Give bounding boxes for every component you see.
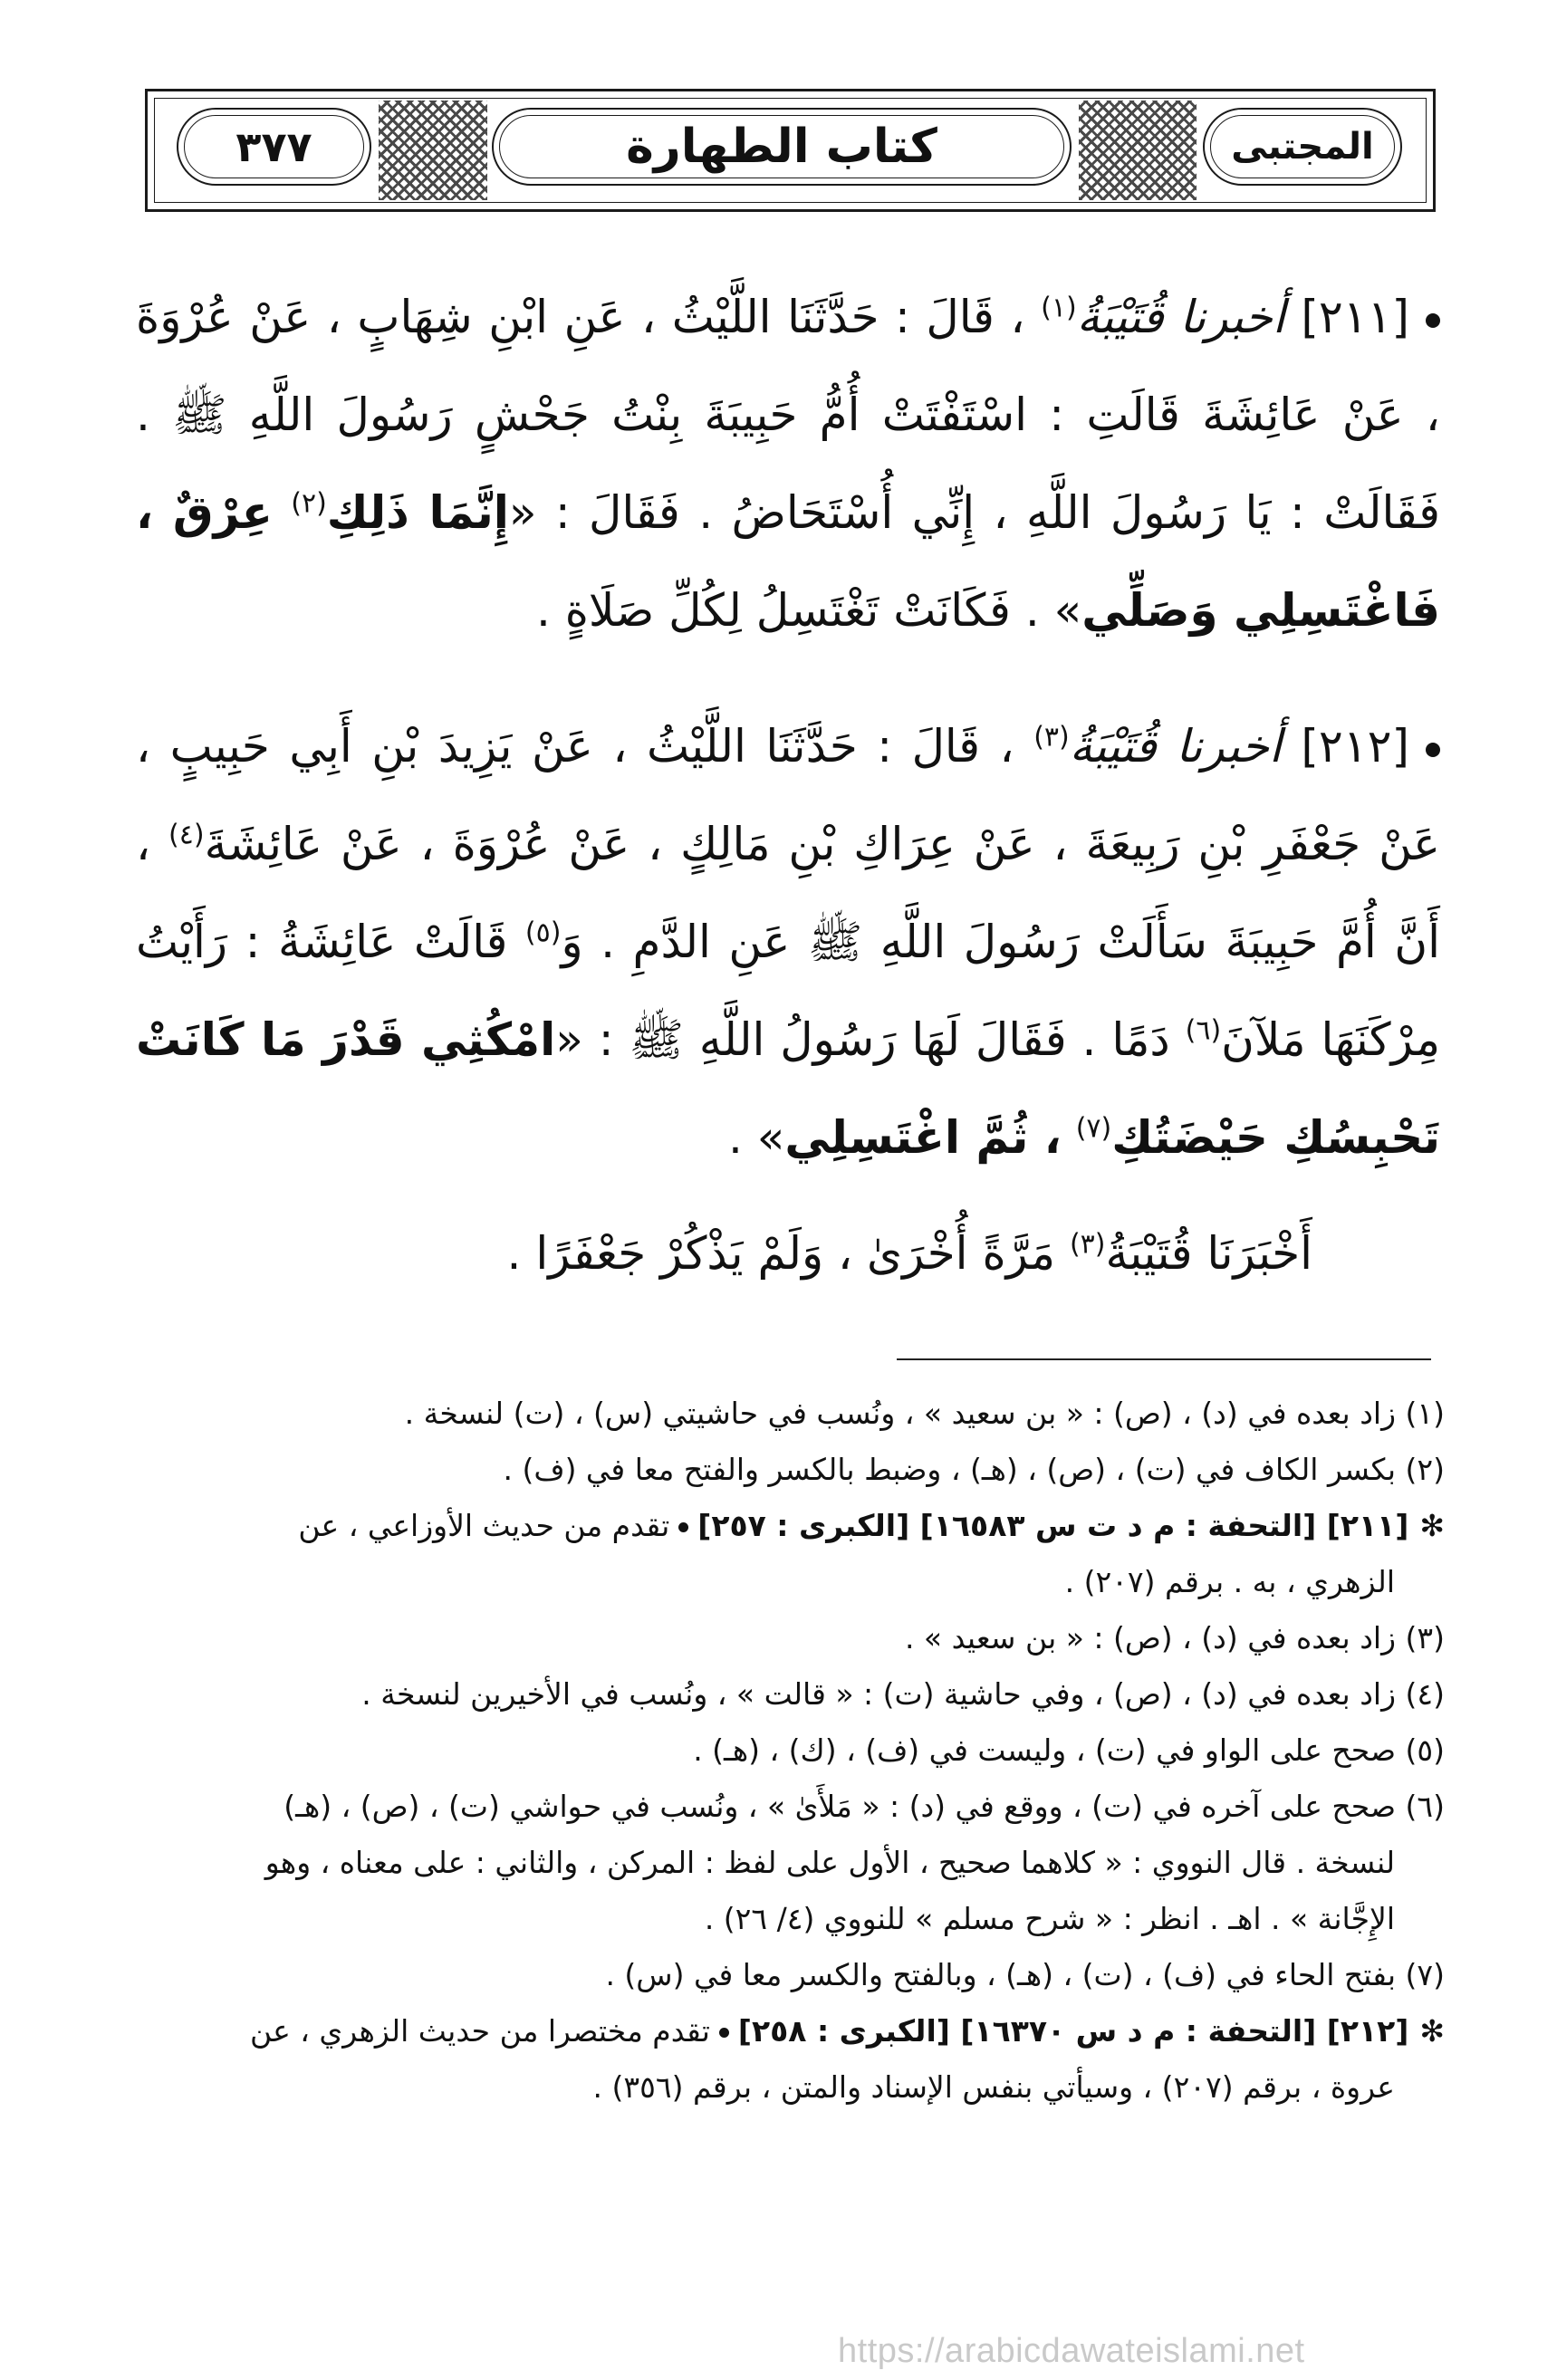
page-number: ٣٧٧	[235, 122, 312, 171]
takhrij-211-continued: الزهري ، به . برقم (٢٠٧) .	[1064, 1564, 1395, 1599]
footnote-divider	[897, 1358, 1431, 1360]
akhbarana: أخبرنا قُتَيْبَةُ	[1076, 291, 1285, 343]
hadith-bold-text: عِرْقٌ ، فَاغْتَسِلِي وَصَلِّي	[136, 486, 1440, 637]
bullet-icon	[719, 2028, 729, 2038]
star-icon: ✻	[1419, 2013, 1445, 2049]
takhrij-note: تقدم من حديث الأوزاعي ، عن	[298, 1508, 670, 1543]
footnote-7: (٧) بفتح الحاء في (ف) ، (ت) ، (هـ) ، وبالفتح والكسر معا في (س) .	[605, 1957, 1445, 1992]
hadith-211	[136, 268, 1440, 659]
hadith-text: قَالَتْ عَائِشَةُ : رَأَيْتُ مِرْكَنَهَا مَلآنَ	[136, 916, 1440, 1066]
header-ornament-left	[379, 101, 487, 200]
takhrij-ref: [٢١٢] [التحفة : م د س ١٦٣٧٠] [الكبرى : ٢٥٨]	[737, 2013, 1409, 2049]
hadith-bold-text: امْكُثِي قَدْرَ مَا كَانَتْ تَحْبِسُكِ حَيْضَتُكِ	[136, 1013, 1440, 1164]
hadith-bold-text: إِنَّمَا ذَلِكِ	[326, 486, 509, 539]
footnote-ref: (٧)	[1075, 1112, 1112, 1145]
footnotes	[127, 1386, 1445, 2116]
footnote-3: (٣) زاد بعده في (د) ، (ص) : « بن سعيد » .	[904, 1620, 1445, 1655]
header-ornament-right	[1079, 101, 1197, 200]
footnote-1: (١) زاد بعده في (د) ، (ص) : « بن سعيد » ، ونُسب في حاشيتي (س) ، (ت) لنسخة .	[404, 1396, 1445, 1431]
variant-text: أَخْبَرَنَا قُتَيْبَةُ	[1105, 1227, 1312, 1280]
variant-text: مَرَّةً أُخْرَىٰ ، وَلَمْ يَذْكُرْ جَعْفَرًا .	[506, 1227, 1056, 1280]
footnote-2: (٢) بكسر الكاف في (ت) ، (ص) ، (هـ) ، وضبط بالكسر والفتح معا في (ف) .	[503, 1452, 1445, 1487]
takhrij-212	[127, 2003, 1445, 2059]
footnote-ref: (٣)	[1069, 1228, 1106, 1261]
takhrij-211	[127, 1498, 1445, 1554]
bullet-icon	[1426, 313, 1440, 328]
hadith-text: ، قَالَ : حَدَّثَنَا اللَّيْثُ ، عَنِ ابْنِ شِهَابٍ ، عَنْ عُرْوَةَ ، عَنْ عَائِشَةَ قَالَتِ : اسْتَفْتَتْ أُمُّ حَبِيبَةَ بِنْتُ جَحْشٍ رَسُولَ اللَّهِ ﷺ . فَقَالَتْ : يَا رَسُولَ اللَّهِ ، إِنِّي أُسْتَحَاضُ . فَقَالَ : «	[136, 291, 1440, 539]
hadith-number: [٢١٢]	[1301, 720, 1409, 773]
footnote-5: (٥) صحح على الواو في (ت) ، وليست في (ف) ، (ك) ، (هـ) .	[693, 1732, 1445, 1768]
hadith-212	[136, 697, 1440, 1186]
hadith-text: » . فَكَانَتْ تَغْتَسِلُ لِكُلِّ صَلَاةٍ .	[535, 584, 1082, 637]
hadith-text: دَمًا . فَقَالَ لَهَا رَسُولُ اللَّهِ ﷺ : «	[555, 1013, 1170, 1066]
hadith-number: [٢١١]	[1301, 291, 1409, 343]
chapter-title: كتاب الطهارة	[626, 120, 937, 174]
book-title: المجتبى	[1231, 126, 1374, 168]
footnote-ref: (١)	[1041, 292, 1077, 324]
footnote-6-continued: الإِجَّانة » . اهـ . انظر : « شرح مسلم » للنووي (٤/ ٢٦) .	[704, 1901, 1395, 1936]
hadith-text: ، قَالَ : حَدَّثَنَا اللَّيْثُ ، عَنْ يَزِيدَ بْنِ أَبِي حَبِيبٍ ، عَنْ جَعْفَرِ بْنِ رَبِيعَةَ ، عَنْ عِرَاكِ بْنِ مَالِكٍ ، عَنْ عُرْوَةَ ، عَنْ عَائِشَةَ	[136, 720, 1440, 870]
footnote-6-continued: لنسخة . قال النووي : « كلاهما صحيح ، الأول على لفظ : المركن ، والثاني : على معناه ، وهو	[264, 1845, 1395, 1880]
footnote-ref: (٢)	[291, 487, 327, 520]
footnote-ref: (٥)	[524, 916, 562, 949]
hadith-212-variant	[507, 1204, 1312, 1302]
footnote-ref: (٦)	[1185, 1014, 1222, 1047]
book-title-cartouche	[1203, 108, 1402, 186]
footnote-ref: (٤)	[168, 819, 205, 851]
chapter-title-cartouche	[492, 108, 1072, 186]
star-icon: ✻	[1419, 1508, 1445, 1543]
takhrij-note: تقدم مختصرا من حديث الزهري ، عن	[249, 2013, 710, 2049]
footnote-4: (٤) زاد بعده في (د) ، (ص) ، وفي حاشية (ت) : « قالت » ، ونُسب في الأخيرين لنسخة .	[361, 1676, 1445, 1712]
hadith-text: » .	[728, 1111, 785, 1164]
bullet-icon	[1426, 743, 1440, 757]
hadith-bold-text: ، ثُمَّ اغْتَسِلِي	[784, 1111, 1062, 1164]
hadith-text: ، أَنَّ أُمَّ حَبِيبَةَ سَأَلَتْ رَسُولَ اللَّهِ ﷺ عَنِ الدَّمِ . وَ	[136, 818, 1440, 968]
akhbarana: أخبرنا قُتَيْبَةُ	[1069, 720, 1282, 773]
watermark: https://arabicdawateislami.net	[838, 2332, 1305, 2370]
takhrij-ref: [٢١١] [التحفة : م د ت س ١٦٥٨٣] [الكبرى : ٢٥٧]	[697, 1508, 1409, 1543]
page-header	[145, 89, 1436, 212]
bullet-icon	[678, 1522, 688, 1532]
footnote-6: (٦) صحح على آخره في (ت) ، ووقع في (د) : « مَلأَىٰ » ، ونُسب في حواشي (ت) ، (ص) ، (هـ)	[284, 1789, 1445, 1824]
page-number-cartouche	[177, 108, 371, 186]
takhrij-212-continued: عروة ، برقم (٢٠٧) ، وسيأتي بنفس الإسناد والمتن ، برقم (٣٥٦) .	[592, 2069, 1395, 2105]
footnote-ref: (٣)	[1033, 721, 1070, 753]
